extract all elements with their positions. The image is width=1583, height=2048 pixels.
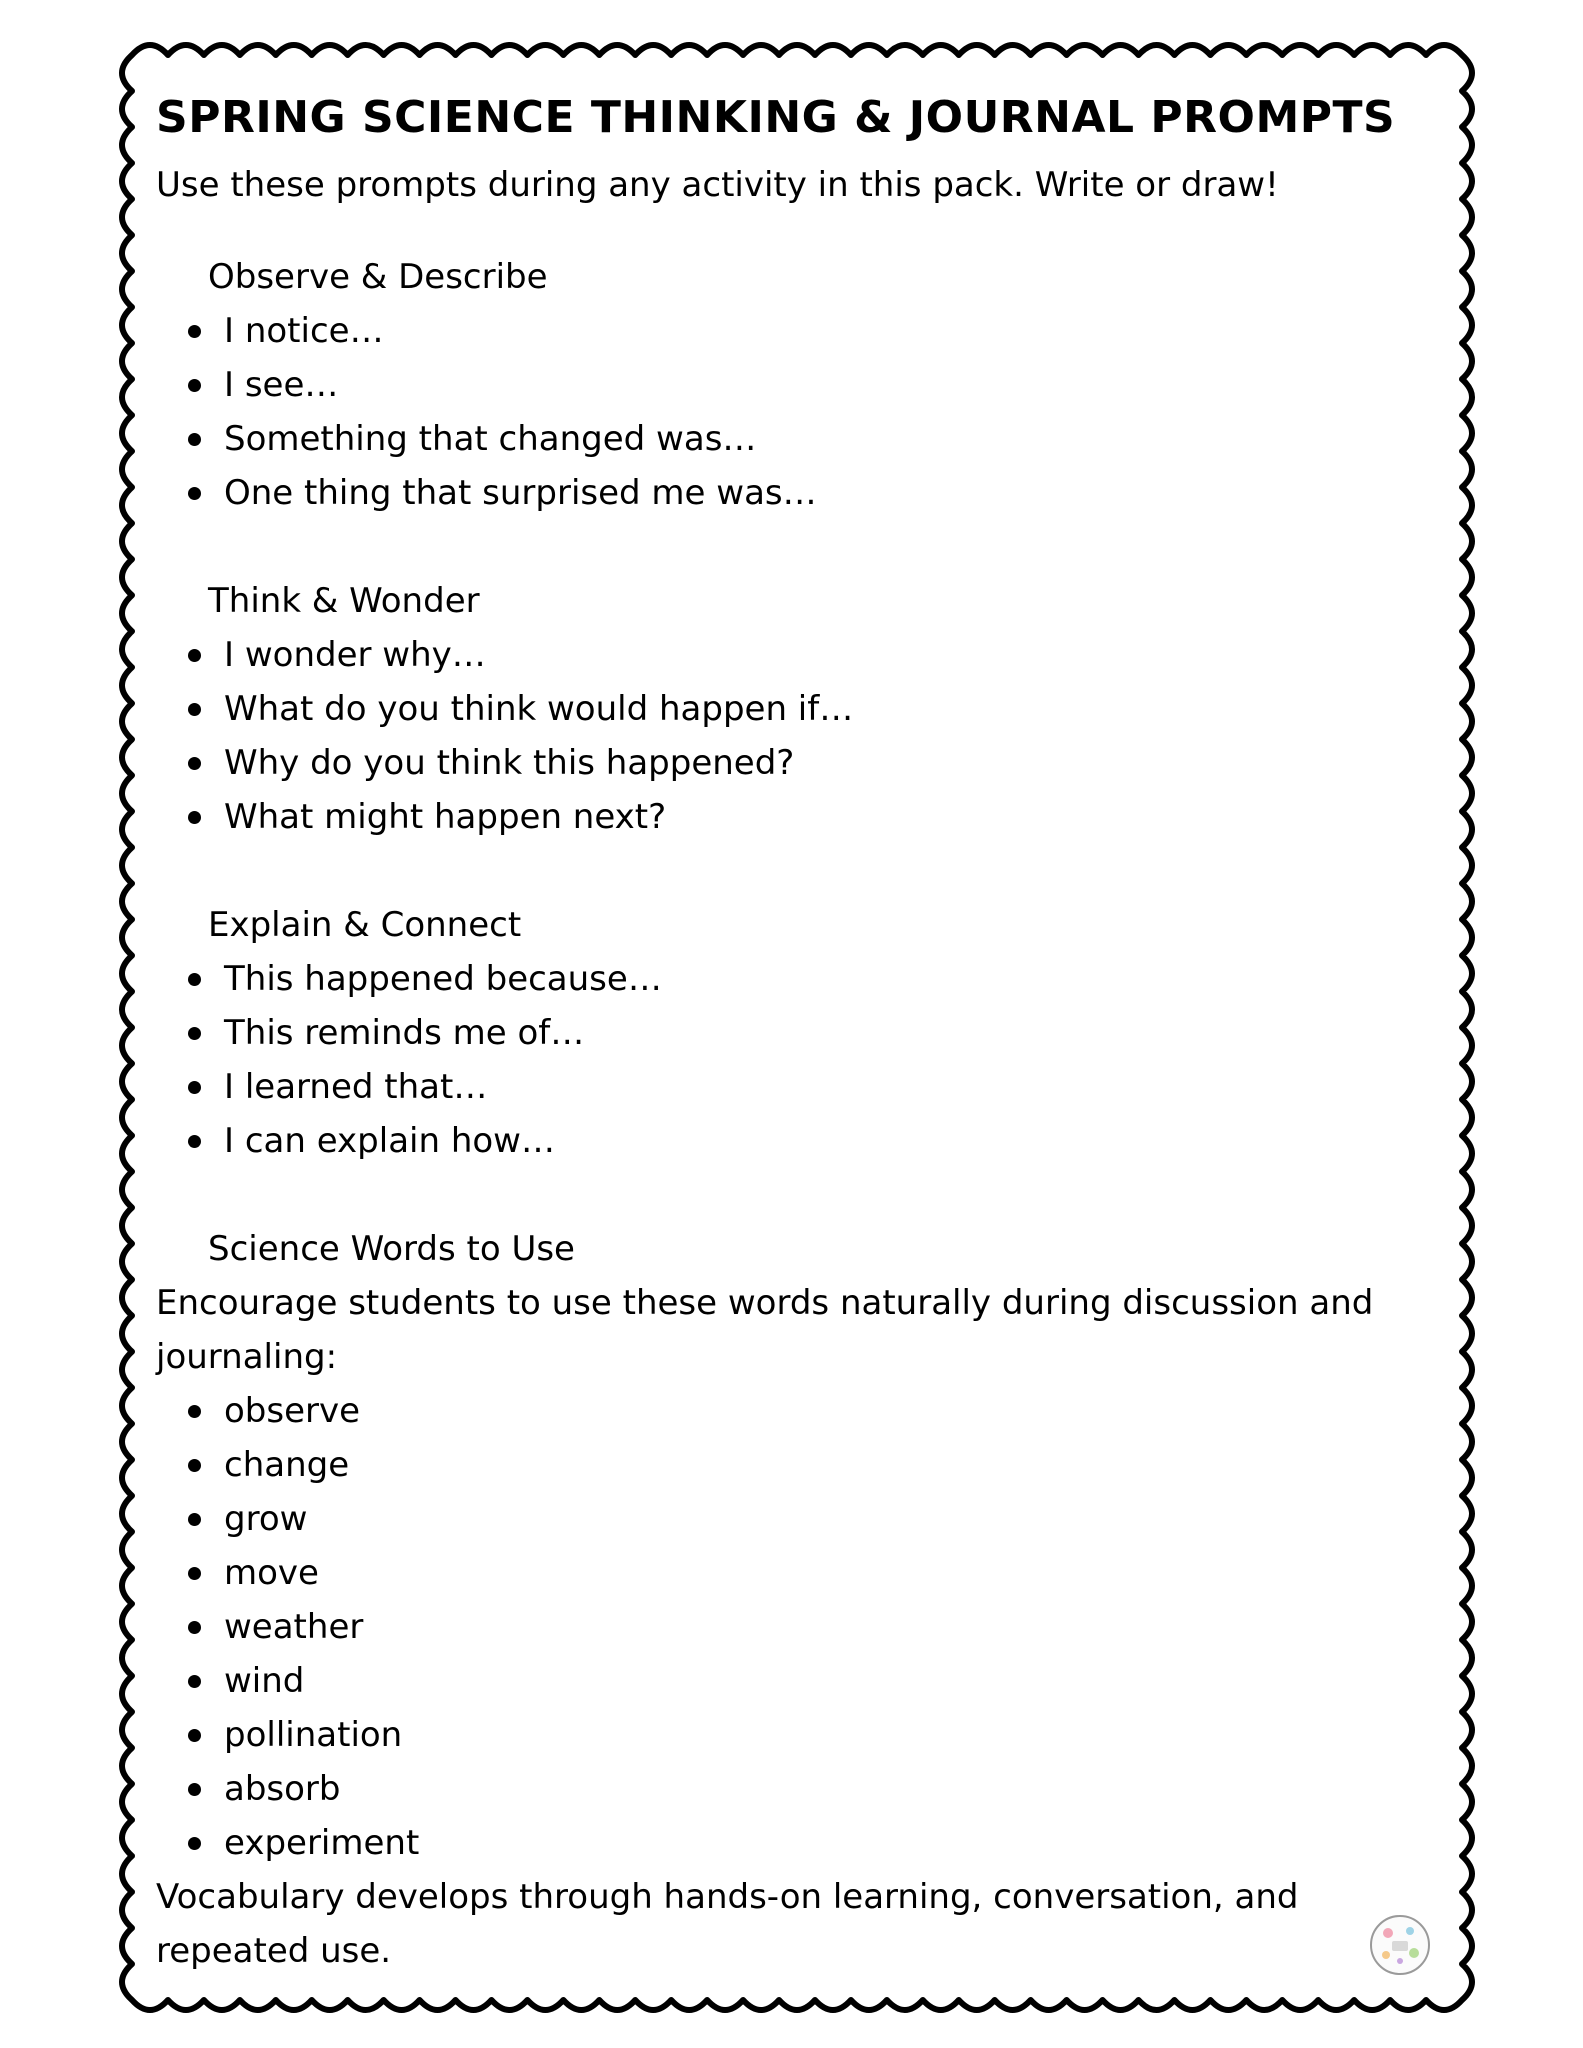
section-heading: Science Words to Use [208,1229,575,1269]
bullet-icon [188,973,201,986]
list-item: change [156,1438,1446,1492]
bullet-icon [188,487,201,500]
list-item: What do you think would happen if… [156,682,1446,736]
vocab-list [156,1384,1446,1870]
bullet-icon [188,811,201,824]
bullet-icon [188,649,201,662]
bullet-icon [188,1405,201,1418]
list-item: This happened because… [156,952,1446,1006]
bullet-icon [188,1459,201,1472]
vocab-description: Encourage students to use these words naturally during discussion and journaling: [156,1283,1374,1377]
list-item: I learned that… [156,1060,1446,1114]
bullet-icon [188,1837,201,1850]
section-explain-connect [156,898,1446,1168]
bullet-icon [188,325,201,338]
circular-brand-logo-icon [1368,1913,1432,1977]
bullet-icon [188,1729,201,1742]
list-item: Something that changed was… [156,412,1446,466]
prompt-list [156,628,1446,844]
bullet-icon [188,379,201,392]
bullet-icon [188,433,201,446]
bullet-icon [188,1783,201,1796]
bullet-icon [188,1027,201,1040]
section-think-wonder [156,574,1446,844]
bullet-icon [188,1081,201,1094]
list-item: I can explain how… [156,1114,1446,1168]
section-heading: Think & Wonder [208,581,480,621]
bullet-icon [188,1621,201,1634]
bullet-icon [188,1567,201,1580]
section-heading: Explain & Connect [208,905,522,945]
bullet-icon [188,703,201,716]
vocab-closing: Vocabulary develops through hands-on learning, conversation, and repeated use. [156,1877,1299,1971]
section-science-words [156,1222,1446,1978]
list-item: wind [156,1654,1446,1708]
list-item: observe [156,1384,1446,1438]
page-title: SPRING SCIENCE THINKING & JOURNAL PROMPTS [156,92,1396,143]
prompt-list [156,304,1446,520]
list-item: This reminds me of… [156,1006,1446,1060]
list-item: pollination [156,1708,1446,1762]
bullet-icon [188,1675,201,1688]
list-item: I wonder why… [156,628,1446,682]
list-item: grow [156,1492,1446,1546]
list-item: I notice… [156,304,1446,358]
list-item: I see… [156,358,1446,412]
page-content [156,82,1446,1978]
list-item: experiment [156,1816,1446,1870]
list-item: One thing that surprised me was… [156,466,1446,520]
bullet-icon [188,1135,201,1148]
bullet-icon [188,757,201,770]
list-item: absorb [156,1762,1446,1816]
list-item: weather [156,1600,1446,1654]
list-item: move [156,1546,1446,1600]
prompt-list [156,952,1446,1168]
section-observe-describe [156,250,1446,520]
bullet-icon [188,1513,201,1526]
section-heading: Observe & Describe [208,257,548,297]
list-item: Why do you think this happened? [156,736,1446,790]
intro-text: Use these prompts during any activity in this pack. Write or draw! [156,165,1279,205]
list-item: What might happen next? [156,790,1446,844]
